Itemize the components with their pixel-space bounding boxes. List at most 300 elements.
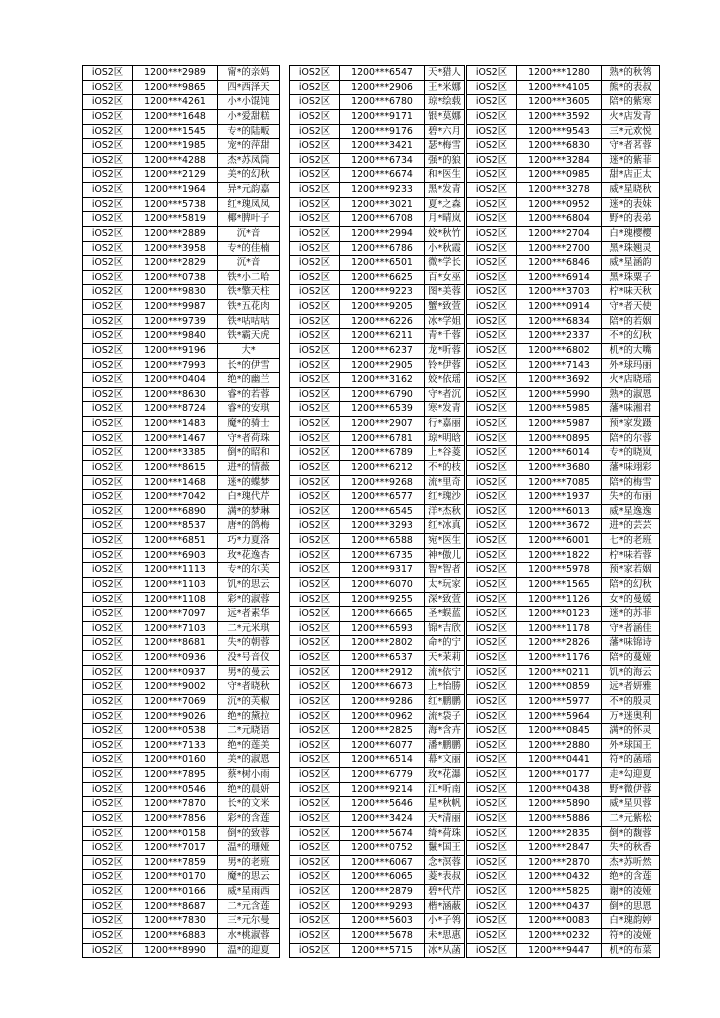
- nickname-cell: 甯*的亲妈: [218, 66, 280, 81]
- server-cell: iOS2区: [290, 446, 340, 461]
- table-row: [290, 855, 465, 870]
- table-row: [290, 768, 465, 783]
- user-id-cell: 1200***6789: [340, 446, 425, 461]
- nickname-cell: 睿*的若蓉: [218, 387, 280, 402]
- nickname-cell: 命*的宁: [425, 636, 465, 651]
- nickname-cell: 宠*的萍甜: [218, 139, 280, 154]
- server-cell: iOS2区: [467, 548, 517, 563]
- nickname-cell: 不*的幻秋: [602, 329, 660, 344]
- table-row: [290, 270, 465, 285]
- server-cell: iOS2区: [467, 95, 517, 110]
- user-id-cell: 1200***8537: [133, 519, 218, 534]
- server-cell: iOS2区: [467, 738, 517, 753]
- server-cell: iOS2区: [83, 226, 133, 241]
- nickname-cell: 天*茉莉: [425, 651, 465, 666]
- table-row: [467, 256, 660, 271]
- user-id-cell: 1200***4261: [133, 95, 218, 110]
- table-row: [290, 534, 465, 549]
- table-row: [290, 724, 465, 739]
- table-row: [83, 928, 280, 943]
- table-row: [467, 855, 660, 870]
- server-cell: iOS2区: [467, 709, 517, 724]
- user-id-cell: 1200***7069: [133, 694, 218, 709]
- nickname-cell: 水*桃淑蓉: [218, 928, 280, 943]
- user-id-cell: 1200***9840: [133, 329, 218, 344]
- table-row: [467, 797, 660, 812]
- table-row: [467, 548, 660, 563]
- table-row: [83, 680, 280, 695]
- server-cell: iOS2区: [290, 870, 340, 885]
- table-row: [83, 768, 280, 783]
- server-cell: iOS2区: [467, 519, 517, 534]
- user-id-cell: 1200***9196: [133, 343, 218, 358]
- table-row: [83, 153, 280, 168]
- user-id-cell: 1200***5977: [517, 694, 602, 709]
- user-id-cell: 1200***7097: [133, 607, 218, 622]
- table-row: [467, 197, 660, 212]
- server-cell: iOS2区: [83, 490, 133, 505]
- nickname-cell: 陪*的若姻: [602, 314, 660, 329]
- user-id-cell: 1200***5715: [340, 943, 425, 958]
- server-cell: iOS2区: [290, 66, 340, 81]
- user-id-cell: 1200***6665: [340, 607, 425, 622]
- nickname-cell: 姣*依瑶: [425, 373, 465, 388]
- nickname-cell: 陪*的幻秋: [602, 577, 660, 592]
- user-id-cell: 1200***3284: [517, 153, 602, 168]
- nickname-cell: 龙*听蓉: [425, 343, 465, 358]
- nickname-cell: 满*的怀灵: [602, 724, 660, 739]
- user-id-cell: 1200***1822: [517, 548, 602, 563]
- server-cell: iOS2区: [83, 329, 133, 344]
- user-id-cell: 1200***6545: [340, 504, 425, 519]
- nickname-cell: 机*的布菜: [602, 943, 660, 958]
- user-id-cell: 1200***6804: [517, 212, 602, 227]
- nickname-cell: 进*的情薇: [218, 460, 280, 475]
- table-row: [83, 183, 280, 198]
- user-id-cell: 1200***3680: [517, 460, 602, 475]
- table-row: [83, 168, 280, 183]
- table-row: [467, 183, 660, 198]
- server-cell: iOS2区: [83, 943, 133, 958]
- nickname-cell: 银*莫娜: [425, 109, 465, 124]
- nickname-cell: 外*球玛丽: [602, 358, 660, 373]
- table-row: [290, 753, 465, 768]
- server-cell: iOS2区: [290, 811, 340, 826]
- nickname-cell: 迷*的苏菲: [602, 607, 660, 622]
- table-row: [467, 885, 660, 900]
- table-row: [83, 738, 280, 753]
- table-row: [83, 914, 280, 929]
- server-cell: iOS2区: [290, 738, 340, 753]
- server-cell: iOS2区: [290, 680, 340, 695]
- server-cell: iOS2区: [467, 153, 517, 168]
- server-cell: iOS2区: [290, 343, 340, 358]
- server-cell: iOS2区: [467, 680, 517, 695]
- table-row: [83, 651, 280, 666]
- user-id-cell: 1200***7895: [133, 768, 218, 783]
- server-cell: iOS2区: [83, 709, 133, 724]
- nickname-cell: 机*的大嘴: [602, 343, 660, 358]
- server-cell: iOS2区: [83, 607, 133, 622]
- user-id-cell: 1200***0937: [133, 665, 218, 680]
- server-cell: iOS2区: [290, 139, 340, 154]
- server-cell: iOS2区: [83, 592, 133, 607]
- user-id-cell: 1200***0952: [517, 197, 602, 212]
- table-row: [290, 241, 465, 256]
- table-row: [83, 212, 280, 227]
- table-row: [83, 446, 280, 461]
- server-cell: iOS2区: [467, 124, 517, 139]
- table-block-2: [289, 65, 465, 958]
- user-id-cell: 1200***8687: [133, 899, 218, 914]
- table-row: [290, 709, 465, 724]
- server-cell: iOS2区: [290, 270, 340, 285]
- table-row: [83, 885, 280, 900]
- server-cell: iOS2区: [290, 548, 340, 563]
- nickname-cell: 预*家发蹑: [602, 417, 660, 432]
- user-id-cell: 1200***7017: [133, 841, 218, 856]
- table-row: [467, 95, 660, 110]
- table-row: [290, 387, 465, 402]
- nickname-cell: 绝*的黛拉: [218, 709, 280, 724]
- table-row: [290, 285, 465, 300]
- user-id-cell: 1200***2826: [517, 636, 602, 651]
- user-id-cell: 1200***1937: [517, 490, 602, 505]
- server-cell: iOS2区: [467, 183, 517, 198]
- table-row: [290, 343, 465, 358]
- nickname-cell: 绝*的莲美: [218, 738, 280, 753]
- user-id-cell: 1200***3424: [340, 811, 425, 826]
- nickname-cell: 没*号音仪: [218, 651, 280, 666]
- user-id-cell: 1200***0438: [517, 782, 602, 797]
- user-id-cell: 1200***0845: [517, 724, 602, 739]
- table-row: [83, 504, 280, 519]
- user-id-cell: 1200***8724: [133, 402, 218, 417]
- table-row: [290, 738, 465, 753]
- nickname-cell: 不*的枝: [425, 460, 465, 475]
- server-cell: iOS2区: [290, 168, 340, 183]
- table-row: [290, 797, 465, 812]
- user-id-cell: 1200***6211: [340, 329, 425, 344]
- nickname-cell: 万*迷奥利: [602, 709, 660, 724]
- nickname-cell: 海*含卉: [425, 724, 465, 739]
- server-cell: iOS2区: [83, 431, 133, 446]
- server-cell: iOS2区: [83, 548, 133, 563]
- server-cell: iOS2区: [467, 446, 517, 461]
- server-cell: iOS2区: [83, 885, 133, 900]
- nickname-cell: 太*玩家: [425, 577, 465, 592]
- user-id-cell: 1200***1985: [133, 139, 218, 154]
- server-cell: iOS2区: [83, 80, 133, 95]
- nickname-cell: 冰*从菡: [425, 943, 465, 958]
- user-id-cell: 1200***5990: [517, 387, 602, 402]
- user-id-cell: 1200***6625: [340, 270, 425, 285]
- server-cell: iOS2区: [467, 460, 517, 475]
- nickname-cell: 熟*的淑恩: [602, 387, 660, 402]
- server-cell: iOS2区: [83, 109, 133, 124]
- server-cell: iOS2区: [83, 519, 133, 534]
- nickname-cell: 火*店发青: [602, 109, 660, 124]
- server-cell: iOS2区: [83, 256, 133, 271]
- nickname-cell: 野*的表弟: [602, 212, 660, 227]
- user-id-cell: 1200***0985: [517, 168, 602, 183]
- table-row: [290, 885, 465, 900]
- server-cell: iOS2区: [290, 329, 340, 344]
- table-row: [467, 577, 660, 592]
- nickname-cell: 走*勾迎夏: [602, 768, 660, 783]
- server-cell: iOS2区: [83, 168, 133, 183]
- nickname-cell: 绝*的晨妍: [218, 782, 280, 797]
- nickname-cell: 熟*的秋鸰: [602, 66, 660, 81]
- server-cell: iOS2区: [467, 899, 517, 914]
- user-id-cell: 1200***9255: [340, 592, 425, 607]
- nickname-cell: 碧*代芹: [425, 885, 465, 900]
- nickname-cell: 男*的老班: [218, 855, 280, 870]
- server-cell: iOS2区: [83, 197, 133, 212]
- nickname-cell: 冰*学姐: [425, 314, 465, 329]
- table-row: [290, 943, 465, 958]
- table-block-3: [466, 65, 660, 958]
- server-cell: iOS2区: [83, 753, 133, 768]
- server-cell: iOS2区: [467, 285, 517, 300]
- server-cell: iOS2区: [83, 914, 133, 929]
- server-cell: iOS2区: [290, 928, 340, 943]
- server-cell: iOS2区: [467, 226, 517, 241]
- nickname-cell: 铁*擎天柱: [218, 285, 280, 300]
- table-row: [290, 651, 465, 666]
- nickname-cell: 寒*发青: [425, 402, 465, 417]
- server-cell: iOS2区: [290, 563, 340, 578]
- server-cell: iOS2区: [290, 885, 340, 900]
- table-row: [467, 80, 660, 95]
- server-cell: iOS2区: [467, 943, 517, 958]
- server-cell: iOS2区: [83, 870, 133, 885]
- table-row: [83, 811, 280, 826]
- server-cell: iOS2区: [290, 943, 340, 958]
- server-cell: iOS2区: [290, 109, 340, 124]
- user-id-cell: 1200***6588: [340, 534, 425, 549]
- table-row: [290, 80, 465, 95]
- table-row: [290, 139, 465, 154]
- nickname-cell: 预*家若姻: [602, 563, 660, 578]
- server-cell: iOS2区: [290, 373, 340, 388]
- table-row: [467, 870, 660, 885]
- table-row: [83, 841, 280, 856]
- server-cell: iOS2区: [467, 256, 517, 271]
- server-cell: iOS2区: [83, 665, 133, 680]
- table-row: [83, 607, 280, 622]
- user-id-cell: 1200***2847: [517, 841, 602, 856]
- nickname-cell: 宛*医生: [425, 534, 465, 549]
- table-row: [83, 373, 280, 388]
- user-id-cell: 1200***2906: [340, 80, 425, 95]
- nickname-cell: 饥*的思云: [218, 577, 280, 592]
- table-row: [83, 256, 280, 271]
- table-row: [467, 314, 660, 329]
- table-row: [467, 373, 660, 388]
- table-row: [290, 870, 465, 885]
- server-cell: iOS2区: [290, 300, 340, 315]
- nickname-cell: 彩*的含莲: [218, 811, 280, 826]
- table-row: [290, 782, 465, 797]
- server-cell: iOS2区: [467, 826, 517, 841]
- user-id-cell: 1200***6226: [340, 314, 425, 329]
- nickname-cell: 铁*霸天虎: [218, 329, 280, 344]
- server-cell: iOS2区: [83, 212, 133, 227]
- table-row: [83, 694, 280, 709]
- nickname-cell: 威*星雨西: [218, 885, 280, 900]
- user-id-cell: 1200***9317: [340, 563, 425, 578]
- server-cell: iOS2区: [83, 928, 133, 943]
- server-cell: iOS2区: [290, 490, 340, 505]
- nickname-cell: 洋*杰秋: [425, 504, 465, 519]
- table-row: [83, 139, 280, 154]
- table-row: [83, 285, 280, 300]
- nickname-cell: 进*的芸芸: [602, 519, 660, 534]
- nickname-cell: 符*的菡瑶: [602, 753, 660, 768]
- nickname-cell: 失*的朝蓉: [218, 636, 280, 651]
- user-id-cell: 1200***2905: [340, 358, 425, 373]
- nickname-cell: 美*的幻秋: [218, 168, 280, 183]
- nickname-cell: 白*瑰代芹: [218, 490, 280, 505]
- table-row: [290, 621, 465, 636]
- table-row: [83, 475, 280, 490]
- user-id-cell: 1200***2912: [340, 665, 425, 680]
- table-row: [83, 870, 280, 885]
- server-cell: iOS2区: [467, 870, 517, 885]
- table-row: [467, 139, 660, 154]
- server-cell: iOS2区: [290, 753, 340, 768]
- user-id-cell: 1200***6846: [517, 256, 602, 271]
- user-id-cell: 1200***3592: [517, 109, 602, 124]
- table-row: [290, 417, 465, 432]
- server-cell: iOS2区: [467, 329, 517, 344]
- table-row: [467, 943, 660, 958]
- user-id-cell: 1200***9447: [517, 943, 602, 958]
- nickname-cell: 黑*珠粟子: [602, 270, 660, 285]
- server-cell: iOS2区: [290, 504, 340, 519]
- user-id-cell: 1200***0170: [133, 870, 218, 885]
- user-id-cell: 1200***2704: [517, 226, 602, 241]
- server-cell: iOS2区: [83, 724, 133, 739]
- nickname-cell: 玫*花瀑: [425, 768, 465, 783]
- server-cell: iOS2区: [467, 241, 517, 256]
- nickname-cell: 锦*吉欣: [425, 621, 465, 636]
- user-id-cell: 1200***5678: [340, 928, 425, 943]
- nickname-cell: 倒*的昭和: [218, 446, 280, 461]
- table-row: [467, 343, 660, 358]
- user-id-cell: 1200***2879: [340, 885, 425, 900]
- table-row: [290, 446, 465, 461]
- nickname-cell: 绝*的幽兰: [218, 373, 280, 388]
- user-id-cell: 1200***6734: [340, 153, 425, 168]
- server-cell: iOS2区: [83, 343, 133, 358]
- server-cell: iOS2区: [467, 665, 517, 680]
- table-row: [83, 592, 280, 607]
- server-cell: iOS2区: [290, 534, 340, 549]
- user-id-cell: 1200***7830: [133, 914, 218, 929]
- user-id-cell: 1200***3021: [340, 197, 425, 212]
- server-cell: iOS2区: [467, 797, 517, 812]
- nickname-cell: 长*的文米: [218, 797, 280, 812]
- table-row: [290, 109, 465, 124]
- nickname-cell: 碧*六月: [425, 124, 465, 139]
- server-cell: iOS2区: [83, 621, 133, 636]
- nickname-cell: 睿*的安琪: [218, 402, 280, 417]
- nickname-cell: 陪*的蔓娅: [602, 651, 660, 666]
- server-cell: iOS2区: [467, 358, 517, 373]
- user-id-cell: 1200***0160: [133, 753, 218, 768]
- table-row: [83, 636, 280, 651]
- table-row: [467, 592, 660, 607]
- server-cell: iOS2区: [290, 314, 340, 329]
- user-id-cell: 1200***6067: [340, 855, 425, 870]
- nickname-cell: 小*子鸰: [425, 914, 465, 929]
- user-id-cell: 1200***0083: [517, 914, 602, 929]
- user-id-cell: 1200***6903: [133, 548, 218, 563]
- table-block-1: [82, 65, 280, 958]
- nickname-cell: 和*医生: [425, 168, 465, 183]
- table-row: [83, 460, 280, 475]
- user-id-cell: 1200***0538: [133, 724, 218, 739]
- server-cell: iOS2区: [83, 66, 133, 81]
- server-cell: iOS2区: [290, 841, 340, 856]
- nickname-cell: 王*米娜: [425, 80, 465, 95]
- user-id-cell: 1200***8990: [133, 943, 218, 958]
- table-row: [290, 95, 465, 110]
- nickname-cell: 强*的狼: [425, 153, 465, 168]
- server-cell: iOS2区: [467, 402, 517, 417]
- table-row: [83, 109, 280, 124]
- nickname-cell: 倒*的思恩: [602, 899, 660, 914]
- user-id-cell: 1200***0895: [517, 431, 602, 446]
- user-id-cell: 1200***6212: [340, 460, 425, 475]
- nickname-cell: 守*者天使: [602, 300, 660, 315]
- table-row: [467, 241, 660, 256]
- nickname-cell: 野*微伊蓉: [602, 782, 660, 797]
- nickname-cell: 上*谷菱: [425, 446, 465, 461]
- nickname-cell: 铁*五花肉: [218, 300, 280, 315]
- nickname-cell: 行*嘉丽: [425, 417, 465, 432]
- table-row: [83, 782, 280, 797]
- user-id-cell: 1200***3385: [133, 446, 218, 461]
- server-cell: iOS2区: [290, 592, 340, 607]
- user-id-cell: 1200***2889: [133, 226, 218, 241]
- nickname-cell: 琼*明晗: [425, 431, 465, 446]
- user-id-cell: 1200***6673: [340, 680, 425, 695]
- user-id-cell: 1200***6790: [340, 387, 425, 402]
- user-id-cell: 1200***6830: [517, 139, 602, 154]
- server-cell: iOS2区: [83, 782, 133, 797]
- user-id-cell: 1200***7103: [133, 621, 218, 636]
- server-cell: iOS2区: [83, 139, 133, 154]
- user-id-cell: 1200***3605: [517, 95, 602, 110]
- nickname-cell: 椰*脾叶子: [218, 212, 280, 227]
- server-cell: iOS2区: [83, 855, 133, 870]
- user-id-cell: 1200***9286: [340, 694, 425, 709]
- table-row: [290, 329, 465, 344]
- table-row: [290, 153, 465, 168]
- server-cell: iOS2区: [290, 709, 340, 724]
- user-id-cell: 1200***3162: [340, 373, 425, 388]
- table-row: [467, 460, 660, 475]
- nickname-cell: 守*者荷珠: [218, 431, 280, 446]
- nickname-cell: 小*小馄饨: [218, 95, 280, 110]
- nickname-cell: 星*秋帆: [425, 797, 465, 812]
- table-row: [290, 226, 465, 241]
- server-cell: iOS2区: [290, 914, 340, 929]
- server-cell: iOS2区: [467, 314, 517, 329]
